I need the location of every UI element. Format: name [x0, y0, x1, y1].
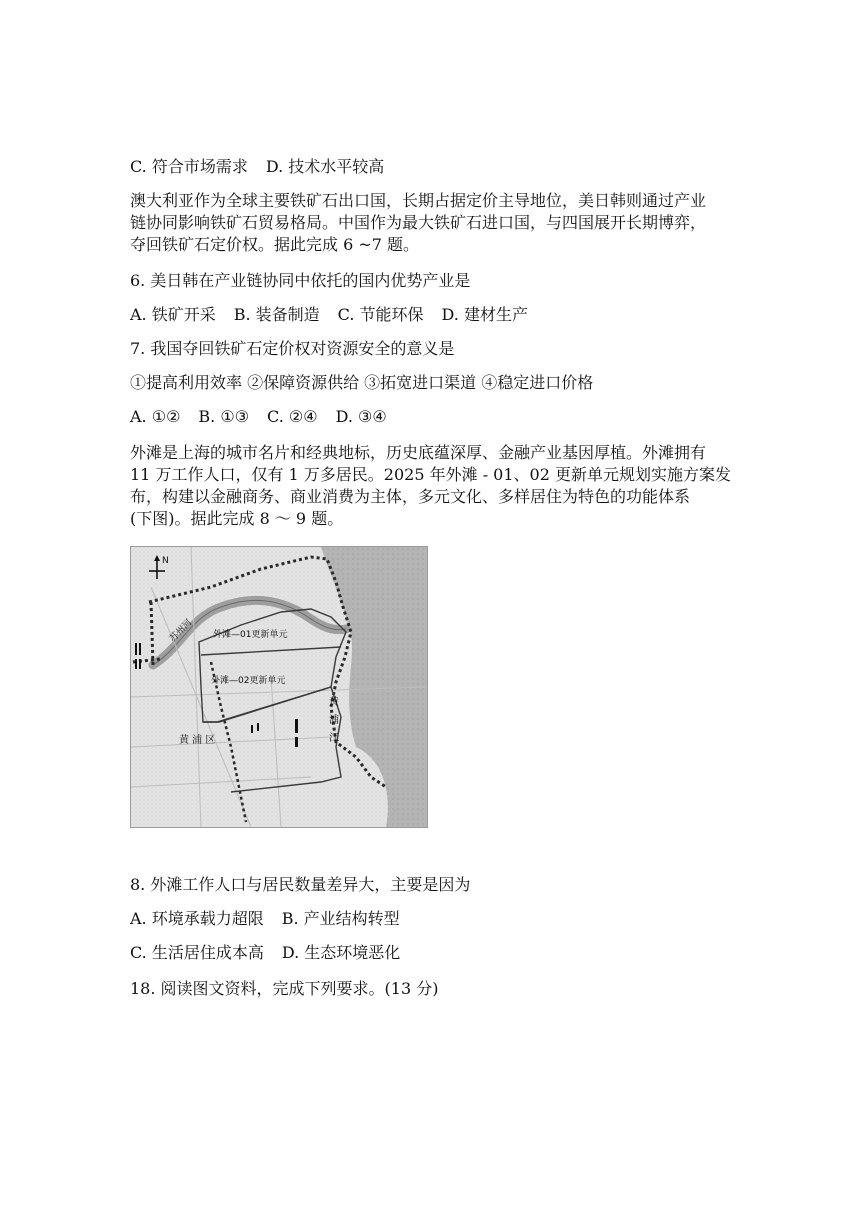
q8-option-c: C. 生活居住成本高 — [130, 943, 264, 962]
q6-option-c: C. 节能环保 — [337, 305, 424, 324]
q6-options-row — [130, 304, 750, 326]
q5-options-row — [130, 156, 750, 178]
q7-option-b: B. ①③ — [198, 407, 250, 426]
q18-stem: 18. 阅读图文资料，完成下列要求。(13 分) — [130, 979, 439, 998]
passage2-line-2: 11 万工作人口，仅有 1 万多居民。2025 年外滩 - 01、02 更新单元规划实施方案发 — [130, 465, 731, 484]
q8-option-b: B. 产业结构转型 — [281, 909, 400, 928]
river-label-2: 浦 — [329, 715, 339, 726]
river-label-3: 江 — [329, 733, 339, 744]
passage1-line-3: 夺回铁矿石定价权。据此完成 6 ~7 题。 — [130, 235, 420, 254]
unit-02-label: 外滩—02更新单元 — [211, 676, 286, 686]
unit-01-label: 外滩—01更新单元 — [213, 630, 288, 640]
q7-options-row — [130, 406, 750, 428]
q7-option-d: D. ③④ — [335, 407, 387, 426]
district-label: 黄 浦 区 — [179, 735, 216, 746]
q6-option-b: B. 装备制造 — [233, 305, 320, 324]
q5-option-c: C. 符合市场需求 — [130, 157, 248, 176]
passage2-line-1: 外滩是上海的城市名片和经典地标，历史底蕴深厚、金融产业基因厚植。外滩拥有 — [130, 443, 707, 462]
q8-options-row-1 — [130, 908, 750, 930]
q6-stem: 6. 美日韩在产业链协同中依托的国内优势产业是 — [130, 271, 471, 290]
q5-option-d: D. 技术水平较高 — [265, 157, 385, 176]
north-label: N — [162, 556, 169, 566]
q7-option-c: C. ②④ — [267, 407, 318, 426]
creek-label: 苏州河 — [168, 617, 195, 645]
q8-option-d: D. 生态环境恶化 — [281, 943, 401, 962]
q7-stem: 7. 我国夺回铁矿石定价权对资源安全的意义是 — [130, 339, 455, 358]
river-label-1: 黄 — [329, 697, 339, 708]
passage1-line-2: 链协同影响铁矿石贸易格局。中国作为最大铁矿石进口国，与四国展开长期博弈， — [130, 213, 707, 232]
bund-map — [130, 546, 428, 828]
q7-items: ①提高利用效率 ②保障资源供给 ③拓宽进口渠道 ④稳定进口价格 — [130, 373, 594, 392]
passage2-line-4: (下图)。据此完成 8 ～ 9 题。 — [130, 509, 344, 528]
passage1-line-1: 澳大利亚作为全球主要铁矿石出口国，长期占据定价主导地位，美日韩则通过产业 — [130, 191, 707, 210]
q8-stem: 8. 外滩工作人口与居民数量差异大，主要是因为 — [130, 875, 471, 894]
q6-option-d: D. 建材生产 — [441, 305, 528, 324]
q7-option-a: A. ①② — [130, 407, 181, 426]
passage2-line-3: 布，构建以金融商务、商业消费为主体，多元文化、多样居住为特色的功能体系 — [130, 487, 691, 506]
q6-option-a: A. 铁矿开采 — [130, 305, 216, 324]
q8-options-row-2 — [130, 942, 750, 964]
q8-option-a: A. 环境承载力超限 — [130, 909, 264, 928]
